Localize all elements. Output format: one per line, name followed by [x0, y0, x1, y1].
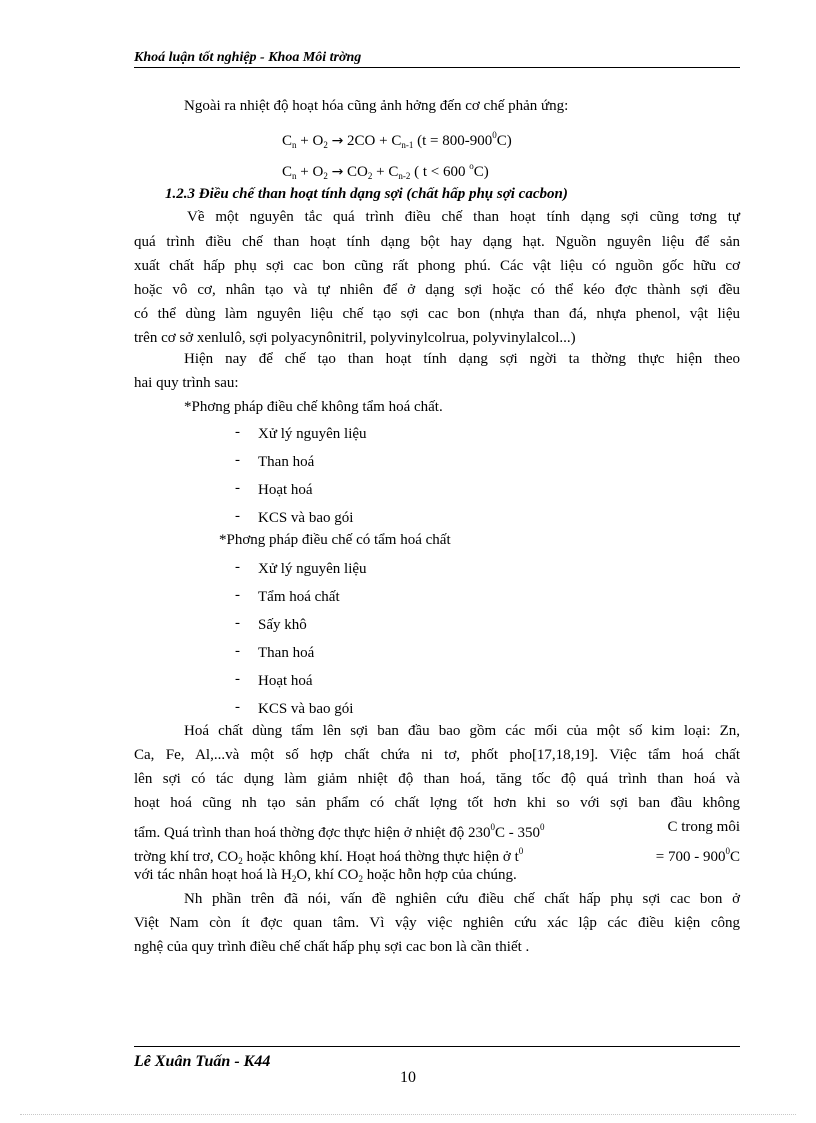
list-dash: - [235, 699, 240, 715]
eq2-c: C [282, 164, 293, 180]
para3-l6-part1: trờng khí trơ, $CO_2$ hoặc không khí. Hoạt hoá thờng thực hiện ở $t^0$ [134, 846, 524, 866]
footer-rule [134, 1046, 740, 1047]
para1-line: hoặc vô cơ, nhân tạo và tự nhiên để ở dạng sợi hoặc có thể kéo đợc thành sợi đều [134, 282, 740, 298]
eq2-product-co: CO [347, 164, 368, 180]
method2-step: Sấy khô [258, 617, 307, 633]
eq2-sub-2b: 2 [367, 171, 373, 181]
para3-line-agents: với tác nhân hoạt hoá là $H_2O$, khí $CO_2$ hoặc hỗn hợp của chúng. [134, 867, 517, 884]
para3-l5-part2: C trong môi [667, 819, 740, 835]
para2-line: Hiện nay để chế tạo than hoạt tính dạng sợi ngời ta thờng thực hiện theo [184, 351, 740, 367]
list-dash: - [235, 671, 240, 687]
para1-line: quá trình điều chế than hoạt tính dạng bột hay dạng hạt. Nguồn nguyên liệu để sản [134, 234, 740, 250]
list-dash: - [235, 480, 240, 496]
method2-title: *Phơng pháp điều chế có tẩm hoá chất [219, 532, 451, 548]
para1-line: Về một nguyên tắc quá trình điều chế than hoạt tính dạng sợi cũng tơng tự [187, 209, 740, 225]
page-bottom-divider [20, 1114, 796, 1115]
eq2-sub-n-2: n-2 [398, 171, 411, 181]
para1-line: có thể dùng làm nguyên liệu chế tạo sợi cac bon (nhựa than đá, nhựa phenol, vật liệu [134, 306, 740, 322]
eq2-degree: o [469, 161, 474, 171]
para4-line: nghệ của quy trình điều chế chất hấp phụ sợi cac bon là cần thiết . [134, 939, 530, 955]
para3-l6-part2: = $700 - 900^0C$ [655, 846, 740, 865]
eq2-products: + C [372, 164, 399, 180]
eq2-condition-end: C) [473, 164, 489, 180]
eq2-condition: ( t < 600 [410, 164, 470, 180]
para3-line: Ca, Fe, Al,...và một số hợp chất chứa ni tơ, phốt pho[17,18,19]. Việc tẩm hoá chất [134, 747, 740, 763]
eq1-degree: 0 [492, 130, 497, 140]
list-dash: - [235, 643, 240, 659]
arrow-right-icon: → [331, 164, 344, 180]
method1-step: Xử lý nguyên liệu [258, 426, 367, 442]
method2-step: Than hoá [258, 645, 315, 661]
arrow-right-icon: → [331, 133, 344, 149]
list-dash: - [235, 424, 240, 440]
list-dash: - [235, 615, 240, 631]
method2-step: Tẩm hoá chất [258, 589, 340, 605]
eq1-sub-2: 2 [323, 140, 328, 150]
para3-line-temperature [134, 817, 740, 843]
list-dash: - [235, 587, 240, 603]
eq1-c: C [282, 133, 293, 149]
eq1-products: 2CO + C [347, 133, 402, 149]
para3-line: hoạt hoá cũng nh tạo sản phẩm có chất lợng tốt hơn khi so với sợi ban đầu không [134, 795, 740, 811]
list-dash: - [235, 559, 240, 575]
equation-2 [282, 156, 489, 186]
para3-l5-part1: tẩm. Quá trình than hoá thờng đợc thực hiện ở nhiệt độ $230^0C - 350^0$ [134, 822, 545, 841]
para1-line: trên cơ sở xenlulô, sợi polyacynônitril, polyvinylcolrua, polyvinylalcol...) [134, 330, 576, 346]
eq1-oxygen: + O [296, 133, 324, 149]
intro-line: Ngoài ra nhiệt độ hoạt hóa cũng ảnh hởng đến cơ chế phản ứng: [184, 98, 569, 114]
method1-step: KCS và bao gói [258, 510, 354, 526]
eq2-oxygen: + O [296, 164, 324, 180]
equation-1 [282, 125, 512, 155]
method2-step: KCS và bao gói [258, 701, 354, 717]
eq1-condition-end: C) [496, 133, 512, 149]
method1-step: Hoạt hoá [258, 482, 313, 498]
para3-line: Hoá chất dùng tẩm lên sợi ban đầu bao gồm các mối của một số kim loại: Zn, [184, 723, 740, 739]
eq2-sub-2: 2 [323, 171, 328, 181]
footer-author: Lê Xuân Tuấn - K44 [134, 1053, 271, 1070]
eq1-sub-n-1: n-1 [401, 140, 414, 150]
list-dash: - [235, 508, 240, 524]
list-dash: - [235, 452, 240, 468]
eq1-condition: (t = 800-900 [413, 133, 493, 149]
method1-title: *Phơng pháp điều chế không tẩm hoá chất. [184, 399, 443, 415]
para2-line: hai quy trình sau: [134, 375, 239, 391]
method1-step: Than hoá [258, 454, 315, 470]
header-title: Khoá luận tốt nghiệp - Khoa Môi trờng [134, 50, 362, 65]
para4-line: Việt Nam còn ít đợc quan tâm. Vì vậy việc nghiên cứu xác lập các điều kiện công [134, 915, 740, 931]
page-number: 10 [400, 1069, 416, 1086]
method2-step: Hoạt hoá [258, 673, 313, 689]
section-heading: 1.2.3 Điều chế than hoạt tính dạng sợi (chất hấp phụ sợi cacbon) [165, 186, 568, 202]
eq2-sub-n: n [292, 171, 297, 181]
page-header [134, 49, 740, 68]
para3-line: lên sợi có tác dụng làm giảm nhiệt độ than hoá, tăng tốc độ quá trình than hoá và [134, 771, 740, 787]
para4-line: Nh phần trên đã nói, vấn đề nghiên cứu điều chế chất hấp phụ sợi cac bon ở [184, 891, 740, 907]
method2-step: Xử lý nguyên liệu [258, 561, 367, 577]
eq1-sub-n: n [292, 140, 297, 150]
para1-line: xuất chất hấp phụ sợi cac bon cũng rất phong phú. Các vật liệu có nguồn gốc hữu cơ [134, 258, 740, 274]
